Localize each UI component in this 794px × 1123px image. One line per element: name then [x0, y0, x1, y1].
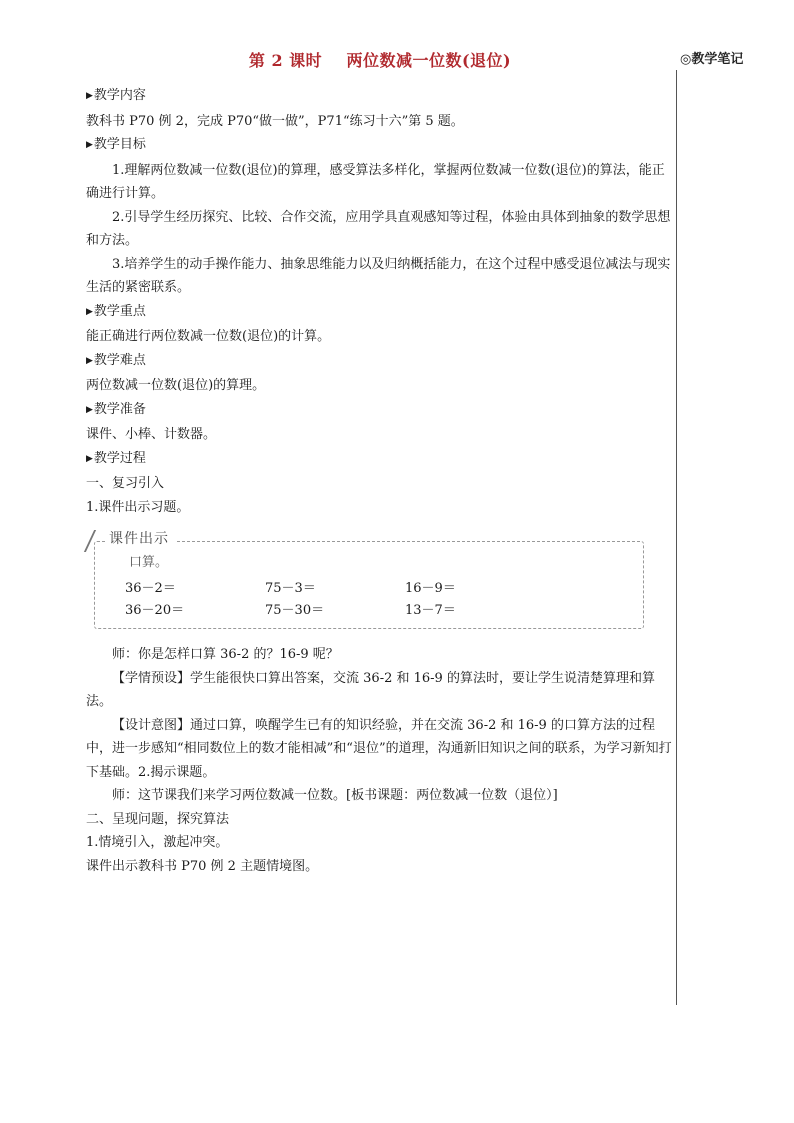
math-row	[125, 578, 485, 600]
lesson-title: 第 2 课时 两位数减一位数(退位)	[248, 51, 512, 70]
triangle-bullet-icon: ▶	[86, 453, 93, 464]
math-problem: 75－30＝	[265, 603, 325, 618]
part2-text: 课件出示教科书 P70 例 2 主题情境图。	[86, 858, 319, 874]
design-intent	[86, 714, 672, 785]
prep-text: 课件、小棒、计数器。	[86, 427, 217, 442]
part2-step1: 1.情境引入，激起冲突。	[86, 835, 229, 850]
goal-item: 1.理解两位数减一位数(退位)的算理，感受算法多样化，掌握两位数减一位数(退位)的算法，能正确进行计算。	[86, 162, 665, 201]
section-heading-process: ▶教学过程	[86, 450, 146, 466]
mental-math-grid	[125, 578, 485, 622]
section-heading-prep: ▶教学准备	[86, 401, 146, 417]
math-problem: 16－9＝	[405, 581, 456, 596]
lesson-body	[86, 84, 672, 878]
section-heading-difficulty: ▶教学难点	[86, 352, 146, 368]
teacher-question: 师：你是怎样口算 36-2 的？16-9 呢？	[112, 647, 339, 662]
triangle-bullet-icon: ▶	[86, 355, 93, 366]
triangle-bullet-icon: ▶	[86, 404, 93, 415]
difficulty-text: 两位数减一位数(退位)的算理。	[86, 378, 266, 393]
learning-preset	[86, 667, 672, 714]
triangle-bullet-icon: ▶	[86, 140, 93, 150]
content-text: 教科书 P70 例 2，完成 P70“做一做”，P71“练习十六”第 5 题。	[86, 113, 464, 129]
teaching-notes-label: ◎教学笔记	[680, 52, 744, 67]
teacher-intro: 师：这节课我们来学习两位数减一位数。[板书课题：两位数减一位数（退位）]	[112, 788, 558, 803]
notes-divider	[676, 70, 677, 1005]
triangle-bullet-icon: ▶	[86, 91, 93, 101]
math-problem: 36－2＝	[125, 581, 176, 596]
intent-tag: 【设计意图】	[112, 717, 191, 733]
goal-item: 2.引导学生经历探究、比较、合作交流，应用学具直观感知等过程，体验由具体到抽象的数学思想和方法。	[86, 209, 671, 248]
math-problem: 13－7＝	[405, 603, 456, 618]
part1-step1: 1.课件出示习题。	[86, 499, 190, 515]
goal-item: 3.培养学生的动手操作能力、抽象思维能力以及归纳概括能力，在这个过程中感受退位减法与现实生活的紧密联系。	[86, 256, 671, 295]
math-problem: 75－3＝	[265, 581, 316, 596]
section-heading-goals: ▶教学目标	[86, 137, 146, 152]
courseware-label: 课件出示	[107, 529, 175, 549]
section-heading-key: ▶教学重点	[86, 303, 146, 319]
preset-text: 学生能很快口算出答案，交流 36-2 和 16-9 的算法时，要让学生说清楚算理和算法。	[86, 670, 655, 709]
section-heading-content: ▶教学内容	[86, 88, 146, 103]
courseware-subtitle: 口算。	[129, 555, 169, 570]
part1-title: 一、复习引入	[86, 476, 165, 491]
triangle-bullet-icon: ▶	[86, 306, 93, 317]
part2-title: 二、呈现问题，探究算法	[86, 811, 230, 827]
math-row	[125, 600, 485, 622]
preset-tag: 【学情预设】	[112, 670, 191, 686]
key-text: 能正确进行两位数减一位数(退位)的计算。	[86, 329, 331, 344]
courseware-box	[94, 531, 644, 629]
math-problem: 36－20＝	[125, 603, 185, 618]
intent-text: 通过口算，唤醒学生已有的知识经验，并在交流 36-2 和 16-9 的口算方法的过程中，进一步感知“相同数位上的数才能相减”和“退位”的道理，沟通新旧知识之间的联系，为学习新知打下基础。2.揭示课题。	[86, 717, 672, 780]
